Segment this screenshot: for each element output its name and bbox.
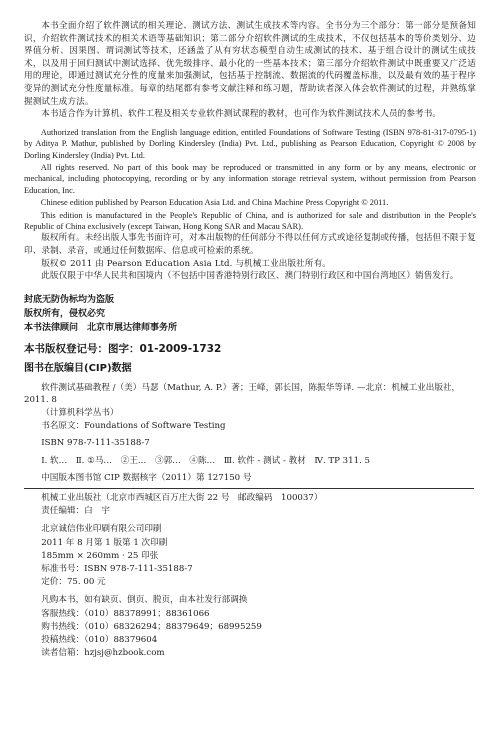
divider bbox=[24, 488, 474, 489]
cip-entry: 软件测试基础教程 /（美）马瑟（Mathur, A. P.）著；王峰，郭长国，陈振华等译. —北京：机械工业出版社，2011. 8 bbox=[24, 382, 461, 406]
cip-title: 图书在版编目(CIP)数据 bbox=[24, 362, 132, 374]
chinese-edition-notice: Chinese edition published by Pearson Education Asia Ltd. and China Machine Press Copyright © 2011. bbox=[40, 198, 389, 208]
cip-number: 中国版本图书馆 CIP 数据核字（2011）第 127150 号 bbox=[41, 473, 252, 484]
anti-counterfeit-notice: 封底无防伪标均为盗版 bbox=[24, 294, 115, 305]
reader-email: 读者信箱：hzjsj@hzbook.com bbox=[41, 648, 165, 659]
service-hotline: 客服热线：（010）88378991；88361066 bbox=[41, 608, 210, 619]
format-line: 185mm × 260mm · 25 印张 bbox=[41, 550, 159, 561]
cn-sales-notice: 此版仅限于中华人民共和国境内（不包括中国香港特别行政区、澳门特别行政区和中国台湾地区）销售发行。 bbox=[41, 271, 459, 282]
cn-rights-notice: 版权所有。未经出版人事先书面许可，对本出版物的任何部分不得以任何方式或途径复制或传播，包括但不限于复印、录制、录音，或通过任何数据库、信息或可检索的系统。 bbox=[24, 233, 476, 256]
rights-reserved-notice: All rights reserved. No part of this book may be reproduced or transmitted in any form or by any means, electronic or mechanical, including photocopying, recording or by any information storage retrieval system, without permission from Pearson Education, Inc. bbox=[24, 162, 476, 195]
submission-hotline: 投稿热线：（010）88379604 bbox=[41, 634, 158, 645]
manufacturing-notice: This edition is manufactured in the People's Republic of China, and is authorized for sale and distribution in the People's Republic of China exclusively (except Taiwan, Hong Kong SAR and Macau SAR). bbox=[24, 210, 476, 231]
authorized-translation-notice: Authorized translation from the English language edition, entitled Foundations of Software Testing (ISBN 978-81-317-0795-1) by Aditya P. Mathur, published by Dorling Kindersley (India) Pvt. Ltd., publishing as Pearson Education, Copyright © 2008 by Dorling Kindersley (India) Pvt. Ltd. bbox=[24, 127, 476, 160]
piracy-notice: 版权所有，侵权必究 bbox=[24, 308, 106, 319]
legal-counsel: 本书法律顾问 北京市展达律师事务所 bbox=[24, 322, 178, 333]
cip-series: （计算机科学丛书） bbox=[41, 407, 119, 418]
price-line: 定价：75. 00 元 bbox=[41, 577, 106, 588]
cip-isbn: ISBN 978-7-111-35188-7 bbox=[41, 438, 150, 449]
cn-copyright-notice: 版权© 2011 由 Pearson Education Asia Ltd. 与机械工业出版社所有。 bbox=[41, 258, 331, 269]
isbn-line: 标准书号：ISBN 978-7-111-35188-7 bbox=[41, 563, 193, 574]
cip-original-title: 书名原文：Foundations of Software Testing bbox=[41, 420, 226, 431]
exchange-note: 凡购本书，如有缺页、倒页、脱页，由本社发行部调换 bbox=[41, 595, 248, 606]
purchase-hotline: 购书热线：（010）68326294；88379649；68995259 bbox=[41, 621, 262, 632]
printer-line: 北京诚信伟业印刷有限公司印刷 bbox=[41, 524, 162, 535]
editor-line: 责任编辑：白 宇 bbox=[41, 506, 110, 517]
book-summary: 本书全面介绍了软件测试的相关理论、测试方法、测试生成技术等内容。全书分为三个部分：第一部分是预备知识，介绍软件测试技术的相关术语等基础知识；第二部分介绍软件测试的生成技术，不仅包括基本的等价类划分、边界值分析、因果图、谓词测试等技术，还涵盖了从有穷状态模型自动生成测试的技术、基于组合设计的测试生成技术，以及用于回归测试中测试选择、优先级排序、最小化的一些基本技术；第三部分介绍软件测试中既重要又广泛适用的理论，即通过测试充分性的度量来加强测试，包括基于控制流、数据流的代码覆盖标准，以及最有效的基于程序变异的测试充分性度量标准。每章的结尾都有参考文献注释和练习题，帮助读者深入体会软件测试的过程，并熟练掌握测试生成方法。 bbox=[24, 21, 476, 107]
cip-subjects: Ⅰ. 软… Ⅱ. ①马… ②王… ③郭… ④陈… Ⅲ. 软件 - 测试 - 教材 Ⅳ. TP 311. 5 bbox=[41, 455, 371, 466]
publisher-line: 机械工业出版社（北京市西城区百万庄大街 22 号 邮政编码 100037） bbox=[41, 492, 323, 503]
book-audience: 本书适合作为计算机、软件工程及相关专业软件测试课程的教材，也可作为软件测试技术人员的参考书。 bbox=[41, 109, 442, 120]
copyright-registration: 本书版权登记号：图字：01-2009-1732 bbox=[24, 342, 222, 355]
edition-line: 2011 年 8 月第 1 版第 1 次印刷 bbox=[41, 537, 168, 548]
